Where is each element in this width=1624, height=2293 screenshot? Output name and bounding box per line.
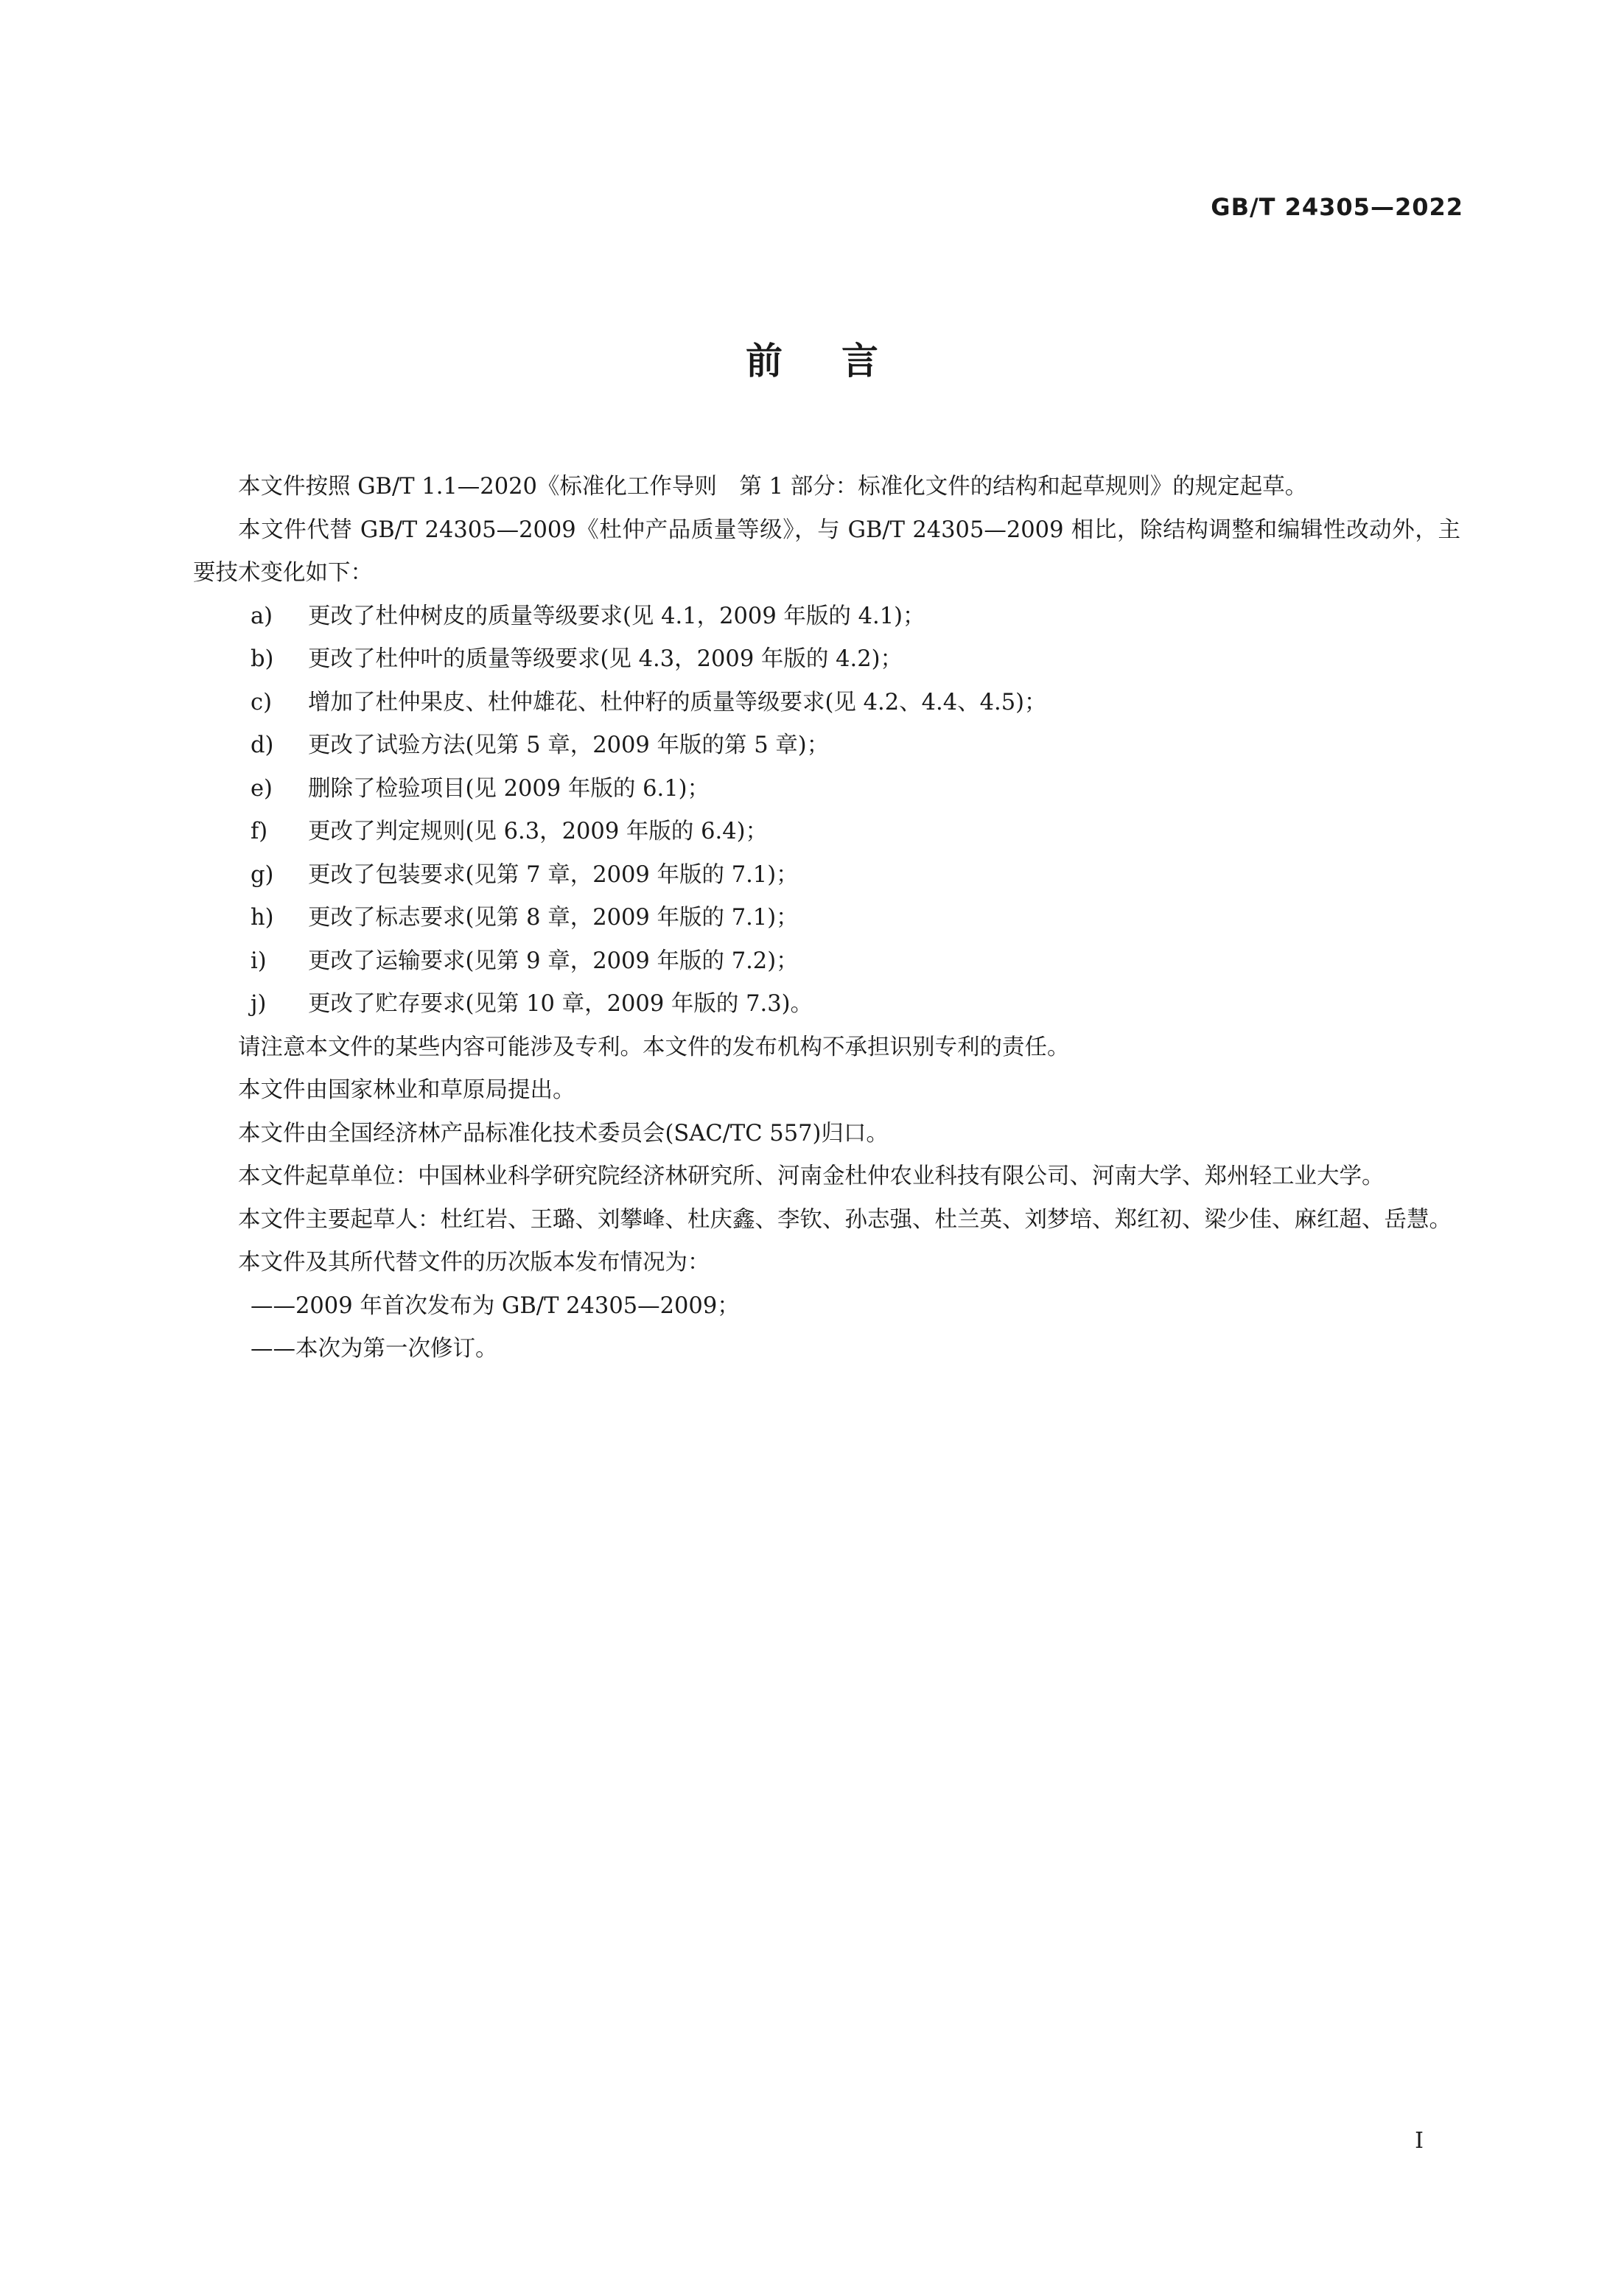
paragraph-drafting-rules: 本文件按照 GB/T 1.1—2020《标准化工作导则 第 1 部分：标准化文件的结构和起草规则》的规定起草。: [238, 474, 1308, 500]
foreword-body: [193, 466, 1460, 1371]
list-item: g) 更改了包装要求(见第 7 章，2009 年版的 7.1)；: [251, 861, 799, 888]
paragraph-drafters: 本文件主要起草人：杜红岩、王璐、刘攀峰、杜庆鑫、李钦、孙志强、杜兰英、刘梦培、郑红初、梁少佳、麻红超、岳慧。: [238, 1206, 1452, 1233]
paragraph-drafting-units: 本文件起草单位：中国林业科学研究院经济林研究所、河南金杜仲农业科技有限公司、河南大学、郑州轻工业大学。: [238, 1163, 1385, 1189]
page-number: I: [1415, 2128, 1424, 2154]
list-item: f) 更改了判定规则(见 6.3，2009 年版的 6.4)；: [251, 819, 769, 844]
list-item: b) 更改了杜仲叶的质量等级要求(见 4.3，2009 年版的 4.2)；: [251, 646, 903, 672]
paragraph-patent-notice: 请注意本文件的某些内容可能涉及专利。本文件的发布机构不承担识别专利的责任。: [238, 1034, 1070, 1060]
paragraph-replacement: 本文件代替 GB/T 24305—2009《杜仲产品质量等级》，与 GB/T 24305—2009 相比，除结构调整和编辑性改动外，主要技术变化如下：: [193, 517, 1460, 586]
history-list: [193, 1285, 1460, 1371]
page-title: 前言: [746, 340, 937, 382]
list-item: i) 更改了运输要求(见第 9 章，2009 年版的 7.2)；: [251, 948, 799, 974]
paragraph-committee: 本文件由全国经济林产品标准化技术委员会(SAC/TC 557)归口。: [238, 1120, 889, 1146]
history-item: ——本次为第一次修订。: [251, 1336, 498, 1362]
list-item: d) 更改了试验方法(见第 5 章，2009 年版的第 5 章)；: [251, 732, 830, 758]
list-item: c) 增加了杜仲果皮、杜仲雄花、杜仲籽的质量等级要求(见 4.2、4.4、4.5)；: [251, 689, 1047, 715]
paragraph-history-intro: 本文件及其所代替文件的历次版本发布情况为：: [238, 1250, 710, 1275]
list-item: h) 更改了标志要求(见第 8 章，2009 年版的 7.1)；: [251, 905, 799, 931]
list-item: a) 更改了杜仲树皮的质量等级要求(见 4.1，2009 年版的 4.1)；: [251, 603, 925, 629]
changes-list: [193, 595, 1460, 1026]
history-item: ——2009 年首次发布为 GB/T 24305—2009；: [251, 1292, 740, 1319]
list-item: j) 更改了贮存要求(见第 10 章，2009 年版的 7.3)。: [251, 991, 813, 1017]
list-item: e) 删除了检验项目(见 2009 年版的 6.1)；: [251, 775, 710, 802]
standard-number: GB/T 24305—2022: [1211, 193, 1463, 221]
paragraph-proposer: 本文件由国家林业和草原局提出。: [238, 1077, 575, 1103]
